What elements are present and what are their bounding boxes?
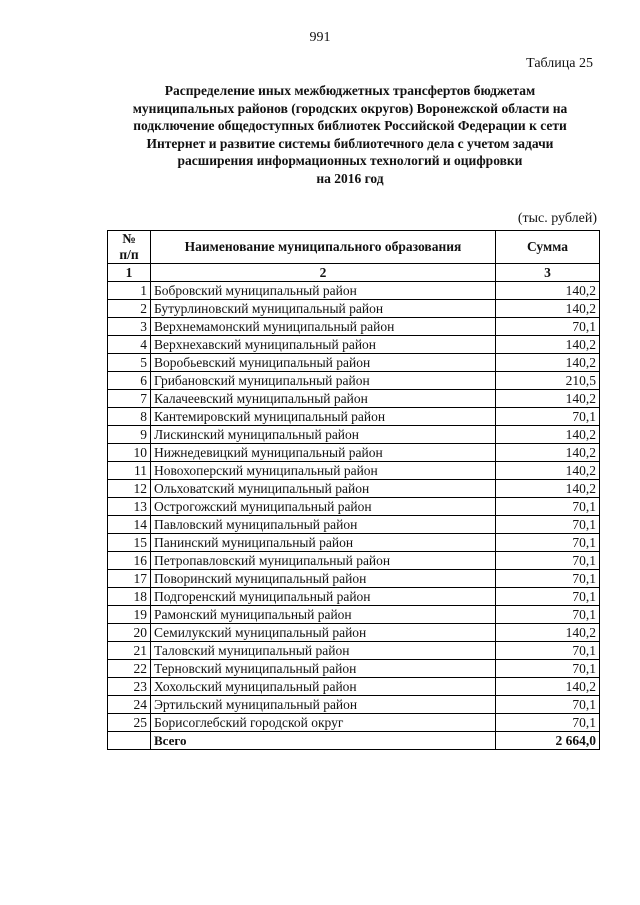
- table-row: [108, 498, 600, 516]
- row-number: 3: [108, 318, 151, 336]
- title-line: Интернет и развитие системы библиотечного дела с учетом задачи: [146, 135, 554, 151]
- table-row: [108, 678, 600, 696]
- table-row: [108, 606, 600, 624]
- table-row: [108, 462, 600, 480]
- header-name: Наименование муниципального образования: [151, 231, 496, 264]
- table-header-row: [108, 231, 600, 264]
- municipality-name: Поворинский муниципальный район: [151, 570, 496, 588]
- row-number: 23: [108, 678, 151, 696]
- row-sum: 70,1: [496, 552, 600, 570]
- row-sum: 140,2: [496, 390, 600, 408]
- municipality-name: Острогожский муниципальный район: [151, 498, 496, 516]
- municipality-name: Нижнедевицкий муниципальный район: [151, 444, 496, 462]
- row-number: 14: [108, 516, 151, 534]
- header-number-sign: №: [122, 231, 136, 246]
- municipality-name: Воробьевский муниципальный район: [151, 354, 496, 372]
- row-number: 22: [108, 660, 151, 678]
- table-row: [108, 570, 600, 588]
- header-number-abbr: п/п: [119, 247, 139, 262]
- units-note: (тыс. рублей): [517, 211, 597, 226]
- municipality-name: Рамонский муниципальный район: [151, 606, 496, 624]
- row-number: 15: [108, 534, 151, 552]
- municipality-name: Подгоренский муниципальный район: [151, 588, 496, 606]
- municipality-name: Бутурлиновский муниципальный район: [151, 300, 496, 318]
- row-number: 24: [108, 696, 151, 714]
- table-row: [108, 642, 600, 660]
- municipality-name: Кантемировский муниципальный район: [151, 408, 496, 426]
- row-number: 8: [108, 408, 151, 426]
- municipality-name: Новохоперский муниципальный район: [151, 462, 496, 480]
- row-sum: 140,2: [496, 336, 600, 354]
- row-sum: 70,1: [496, 570, 600, 588]
- row-number: 7: [108, 390, 151, 408]
- row-sum: 140,2: [496, 354, 600, 372]
- table-row: [108, 696, 600, 714]
- table-row: [108, 282, 600, 300]
- row-number: 19: [108, 606, 151, 624]
- total-number-cell: [108, 732, 151, 750]
- row-sum: 70,1: [496, 696, 600, 714]
- municipality-name: Семилукский муниципальный район: [151, 624, 496, 642]
- row-sum: 70,1: [496, 534, 600, 552]
- table-label: Таблица 25: [526, 56, 593, 71]
- municipality-name: Верхнехавский муниципальный район: [151, 336, 496, 354]
- table-row: [108, 660, 600, 678]
- table-row: [108, 300, 600, 318]
- municipality-name: Петропавловский муниципальный район: [151, 552, 496, 570]
- document-title: [100, 82, 600, 187]
- column-index-row: [108, 264, 600, 282]
- header-sum: Сумма: [496, 231, 600, 264]
- row-number: 25: [108, 714, 151, 732]
- row-sum: 140,2: [496, 480, 600, 498]
- row-sum: 140,2: [496, 426, 600, 444]
- row-number: 2: [108, 300, 151, 318]
- table-row: [108, 426, 600, 444]
- row-sum: 70,1: [496, 498, 600, 516]
- row-number: 18: [108, 588, 151, 606]
- municipality-name: Хохольский муниципальный район: [151, 678, 496, 696]
- table-row: [108, 408, 600, 426]
- municipality-name: Лискинский муниципальный район: [151, 426, 496, 444]
- row-number: 21: [108, 642, 151, 660]
- table-row: [108, 444, 600, 462]
- row-sum: 70,1: [496, 642, 600, 660]
- row-number: 20: [108, 624, 151, 642]
- table-row: [108, 624, 600, 642]
- municipality-name: Верхнемамонский муниципальный район: [151, 318, 496, 336]
- municipality-name: Павловский муниципальный район: [151, 516, 496, 534]
- title-line: на 2016 год: [316, 170, 384, 186]
- row-sum: 70,1: [496, 408, 600, 426]
- row-sum: 70,1: [496, 516, 600, 534]
- table-row: [108, 480, 600, 498]
- page-number: 991: [309, 30, 331, 45]
- budget-table: [107, 230, 600, 750]
- row-number: 6: [108, 372, 151, 390]
- row-sum: 140,2: [496, 624, 600, 642]
- table-row: [108, 390, 600, 408]
- row-sum: 140,2: [496, 444, 600, 462]
- table-row: [108, 714, 600, 732]
- row-number: 10: [108, 444, 151, 462]
- row-number: 4: [108, 336, 151, 354]
- table-row: [108, 354, 600, 372]
- row-number: 13: [108, 498, 151, 516]
- municipality-name: Таловский муниципальный район: [151, 642, 496, 660]
- column-index: 2: [151, 264, 496, 282]
- row-sum: 140,2: [496, 678, 600, 696]
- row-sum: 210,5: [496, 372, 600, 390]
- total-sum: 2 664,0: [496, 732, 600, 750]
- row-sum: 70,1: [496, 660, 600, 678]
- total-row: [108, 732, 600, 750]
- title-line: подключение общедоступных библиотек Российской Федерации к сети: [133, 118, 567, 133]
- title-line: расширения информационных технологий и оцифровки: [177, 153, 523, 168]
- row-number: 1: [108, 282, 151, 300]
- municipality-name: Борисоглебский городской округ: [151, 714, 496, 732]
- table-row: [108, 552, 600, 570]
- row-sum: 140,2: [496, 300, 600, 318]
- municipality-name: Ольховатский муниципальный район: [151, 480, 496, 498]
- table-row: [108, 588, 600, 606]
- row-sum: 70,1: [496, 588, 600, 606]
- row-number: 12: [108, 480, 151, 498]
- table-row: [108, 318, 600, 336]
- column-index: 3: [496, 264, 600, 282]
- table-row: [108, 336, 600, 354]
- row-number: 9: [108, 426, 151, 444]
- column-index: 1: [108, 264, 151, 282]
- row-sum: 70,1: [496, 606, 600, 624]
- row-number: 16: [108, 552, 151, 570]
- municipality-name: Калачеевский муниципальный район: [151, 390, 496, 408]
- municipality-name: Бобровский муниципальный район: [151, 282, 496, 300]
- total-label: Всего: [151, 732, 496, 750]
- municipality-name: Грибановский муниципальный район: [151, 372, 496, 390]
- row-number: 11: [108, 462, 151, 480]
- row-sum: 140,2: [496, 282, 600, 300]
- title-line: муниципальных районов (городских округов) Воронежской области на: [132, 100, 568, 116]
- row-sum: 70,1: [496, 714, 600, 732]
- municipality-name: Эртильский муниципальный район: [151, 696, 496, 714]
- title-line: Распределение иных межбюджетных трансфертов бюджетам: [164, 83, 536, 98]
- header-number: [108, 231, 151, 264]
- table-body: [108, 282, 600, 732]
- table-row: [108, 516, 600, 534]
- row-number: 17: [108, 570, 151, 588]
- municipality-name: Терновский муниципальный район: [151, 660, 496, 678]
- row-sum: 70,1: [496, 318, 600, 336]
- table-row: [108, 534, 600, 552]
- row-number: 5: [108, 354, 151, 372]
- table-row: [108, 372, 600, 390]
- row-sum: 140,2: [496, 462, 600, 480]
- municipality-name: Панинский муниципальный район: [151, 534, 496, 552]
